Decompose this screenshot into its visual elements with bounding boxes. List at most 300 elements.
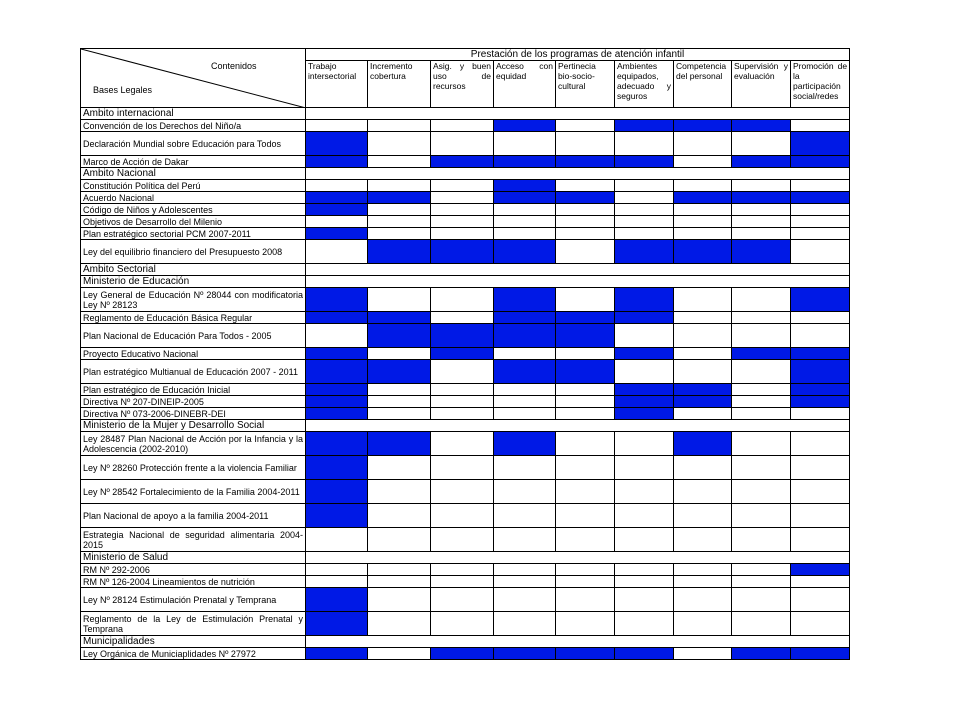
- matrix-cell-empty: [791, 432, 850, 456]
- matrix-cell-filled: [494, 192, 556, 204]
- matrix-cell-filled: [674, 432, 732, 456]
- matrix-cell-empty: [732, 204, 791, 216]
- matrix-cell-filled: [306, 612, 368, 636]
- matrix-cell-empty: [615, 216, 674, 228]
- matrix-cell-empty: [615, 564, 674, 576]
- matrix-cell-empty: [674, 648, 732, 660]
- matrix-cell-empty: [556, 588, 615, 612]
- table-row: [81, 528, 850, 552]
- table-row: [81, 612, 850, 636]
- matrix-cell-empty: [732, 504, 791, 528]
- matrix-cell-filled: [615, 156, 674, 168]
- matrix-cell-empty: [494, 576, 556, 588]
- matrix-cell-filled: [494, 432, 556, 456]
- legal-basis-label: Ley Nº 28542 Fortalecimiento de la Familia 2004-2011: [81, 480, 306, 504]
- matrix-cell-empty: [615, 576, 674, 588]
- matrix-cell-filled: [791, 396, 850, 408]
- section-label: Ambito Sectorial: [81, 264, 306, 276]
- column-header: Incremento cobertura: [368, 61, 431, 108]
- matrix-cell-filled: [615, 312, 674, 324]
- matrix-cell-empty: [674, 588, 732, 612]
- matrix-cell-filled: [615, 240, 674, 264]
- matrix-cell-empty: [431, 396, 494, 408]
- matrix-cell-filled: [791, 564, 850, 576]
- matrix-cell-empty: [791, 240, 850, 264]
- matrix-cell-empty: [556, 288, 615, 312]
- legal-basis-label: Plan Nacional de Educación Para Todos - 2005: [81, 324, 306, 348]
- matrix-cell-empty: [368, 564, 431, 576]
- matrix-cell-empty: [732, 576, 791, 588]
- matrix-cell-filled: [674, 240, 732, 264]
- section-row: [81, 276, 850, 288]
- matrix-cell-empty: [791, 612, 850, 636]
- matrix-cell-empty: [556, 240, 615, 264]
- matrix-cell-filled: [494, 312, 556, 324]
- matrix-cell-filled: [732, 348, 791, 360]
- legal-basis-label: Ley 28487 Plan Nacional de Acción por la Infancia y la Adolescencia (2002-2010): [81, 432, 306, 456]
- matrix-cell-filled: [494, 180, 556, 192]
- matrix-cell-empty: [615, 180, 674, 192]
- matrix-cell-empty: [556, 384, 615, 396]
- matrix-cell-empty: [368, 612, 431, 636]
- matrix-cell-filled: [791, 348, 850, 360]
- matrix-cell-empty: [431, 384, 494, 396]
- table-row: [81, 648, 850, 660]
- matrix-cell-empty: [368, 456, 431, 480]
- matrix-cell-empty: [732, 384, 791, 396]
- legal-basis-label: RM Nº 292-2006: [81, 564, 306, 576]
- matrix-cell-empty: [556, 456, 615, 480]
- legal-basis-label: Plan estratégico Multianual de Educación 2007 - 2011: [81, 360, 306, 384]
- matrix-cell-empty: [791, 228, 850, 240]
- matrix-cell-filled: [431, 324, 494, 348]
- table-row: [81, 432, 850, 456]
- matrix-cell-filled: [732, 156, 791, 168]
- legal-basis-label: Reglamento de Educación Básica Regular: [81, 312, 306, 324]
- matrix-cell-empty: [368, 588, 431, 612]
- matrix-cell-empty: [494, 480, 556, 504]
- matrix-cell-empty: [556, 228, 615, 240]
- table-row: [81, 588, 850, 612]
- section-row: [81, 168, 850, 180]
- matrix-cell-filled: [306, 156, 368, 168]
- matrix-cell-empty: [368, 408, 431, 420]
- matrix-cell-empty: [791, 504, 850, 528]
- legal-basis-label: Ley Orgánica de Municiaplidades Nº 27972: [81, 648, 306, 660]
- matrix-cell-empty: [431, 576, 494, 588]
- section-label: Ministerio de la Mujer y Desarrollo Social: [81, 420, 306, 432]
- matrix-cell-empty: [615, 588, 674, 612]
- table-row: [81, 348, 850, 360]
- matrix-cell-filled: [615, 396, 674, 408]
- section-spacer: [306, 420, 850, 432]
- matrix-cell-empty: [732, 228, 791, 240]
- legal-bases-matrix: [80, 48, 850, 660]
- matrix-cell-empty: [368, 384, 431, 396]
- matrix-cell-filled: [368, 360, 431, 384]
- matrix-cell-empty: [732, 480, 791, 504]
- matrix-cell-filled: [306, 288, 368, 312]
- matrix-cell-filled: [306, 480, 368, 504]
- matrix-cell-filled: [791, 384, 850, 396]
- section-label: Ambito internacional: [81, 108, 306, 120]
- matrix-cell-empty: [674, 348, 732, 360]
- matrix-cell-empty: [431, 588, 494, 612]
- table-row: [81, 180, 850, 192]
- matrix-cell-empty: [494, 132, 556, 156]
- matrix-cell-empty: [368, 156, 431, 168]
- table-row: [81, 120, 850, 132]
- matrix-cell-empty: [306, 564, 368, 576]
- legal-basis-label: Marco de Acción de Dakar: [81, 156, 306, 168]
- matrix-cell-empty: [556, 480, 615, 504]
- legal-basis-label: Plan estratégico de Educación Inicial: [81, 384, 306, 396]
- matrix-cell-empty: [674, 480, 732, 504]
- matrix-cell-empty: [732, 324, 791, 348]
- matrix-cell-empty: [494, 564, 556, 576]
- matrix-cell-filled: [494, 288, 556, 312]
- matrix-cell-empty: [615, 360, 674, 384]
- section-spacer: [306, 276, 850, 288]
- matrix-cell-filled: [791, 156, 850, 168]
- matrix-cell-empty: [732, 564, 791, 576]
- matrix-cell-filled: [732, 240, 791, 264]
- table-row: [81, 456, 850, 480]
- matrix-cell-empty: [674, 408, 732, 420]
- legal-basis-label: Plan Nacional de apoyo a la familia 2004-2011: [81, 504, 306, 528]
- matrix-cell-empty: [732, 396, 791, 408]
- matrix-cell-empty: [732, 528, 791, 552]
- matrix-cell-empty: [615, 192, 674, 204]
- matrix-cell-empty: [431, 612, 494, 636]
- column-header: Supervisión y evaluación: [732, 61, 791, 108]
- matrix-cell-filled: [791, 288, 850, 312]
- matrix-cell-empty: [791, 480, 850, 504]
- matrix-cell-filled: [494, 324, 556, 348]
- matrix-cell-empty: [674, 504, 732, 528]
- matrix-cell-empty: [306, 324, 368, 348]
- matrix-cell-empty: [368, 204, 431, 216]
- matrix-cell-filled: [556, 312, 615, 324]
- matrix-cell-empty: [615, 480, 674, 504]
- matrix-cell-filled: [306, 408, 368, 420]
- matrix-cell-empty: [431, 408, 494, 420]
- matrix-cell-empty: [431, 120, 494, 132]
- matrix-cell-filled: [732, 192, 791, 204]
- matrix-cell-filled: [431, 240, 494, 264]
- legal-basis-label: RM Nº 126-2004 Lineamientos de nutrición: [81, 576, 306, 588]
- matrix-cell-filled: [306, 360, 368, 384]
- bases-legales-label: Bases Legales: [93, 85, 153, 95]
- column-header: Competencia del personal: [674, 61, 732, 108]
- matrix-cell-empty: [306, 216, 368, 228]
- matrix-cell-filled: [615, 408, 674, 420]
- table-row: [81, 564, 850, 576]
- matrix-cell-filled: [368, 312, 431, 324]
- table-row: [81, 240, 850, 264]
- matrix-cell-filled: [306, 228, 368, 240]
- matrix-cell-filled: [368, 240, 431, 264]
- matrix-cell-empty: [556, 432, 615, 456]
- matrix-cell-empty: [615, 504, 674, 528]
- matrix-cell-empty: [556, 120, 615, 132]
- matrix-cell-filled: [306, 348, 368, 360]
- matrix-cell-empty: [732, 312, 791, 324]
- column-header: Trabajo intersectorial: [306, 61, 368, 108]
- matrix-cell-empty: [674, 180, 732, 192]
- legal-basis-label: Estrategia Nacional de seguridad alimentaria 2004-2015: [81, 528, 306, 552]
- column-header: Promoción de la participación social/redes: [791, 61, 850, 108]
- matrix-cell-empty: [732, 432, 791, 456]
- section-spacer: [306, 636, 850, 648]
- matrix-cell-filled: [615, 384, 674, 396]
- matrix-cell-filled: [494, 120, 556, 132]
- matrix-cell-filled: [306, 384, 368, 396]
- matrix-cell-filled: [494, 156, 556, 168]
- table-row: [81, 360, 850, 384]
- matrix-cell-empty: [674, 564, 732, 576]
- matrix-cell-empty: [556, 180, 615, 192]
- table-row: [81, 288, 850, 312]
- matrix-cell-empty: [556, 528, 615, 552]
- matrix-cell-filled: [306, 132, 368, 156]
- section-label: Ministerio de Salud: [81, 552, 306, 564]
- matrix-cell-empty: [615, 228, 674, 240]
- matrix-cell-empty: [368, 648, 431, 660]
- matrix-cell-empty: [494, 384, 556, 396]
- matrix-cell-filled: [306, 432, 368, 456]
- table-row: [81, 384, 850, 396]
- table-row: [81, 480, 850, 504]
- matrix-cell-empty: [674, 156, 732, 168]
- matrix-cell-empty: [368, 180, 431, 192]
- matrix-cell-empty: [494, 228, 556, 240]
- matrix-cell-empty: [368, 504, 431, 528]
- contenidos-label: Contenidos: [211, 61, 257, 71]
- matrix-cell-empty: [556, 612, 615, 636]
- matrix-cell-empty: [494, 588, 556, 612]
- matrix-cell-empty: [791, 216, 850, 228]
- legal-basis-label: Convención de los Derechos del Niño/a: [81, 120, 306, 132]
- matrix-cell-empty: [431, 456, 494, 480]
- legal-basis-label: Reglamento de la Ley de Estimulación Prenatal y Temprana: [81, 612, 306, 636]
- section-row: [81, 108, 850, 120]
- matrix-cell-empty: [674, 528, 732, 552]
- matrix-cell-empty: [674, 324, 732, 348]
- matrix-cell-empty: [556, 408, 615, 420]
- matrix-cell-filled: [791, 192, 850, 204]
- matrix-cell-empty: [674, 288, 732, 312]
- matrix-cell-filled: [556, 156, 615, 168]
- matrix-cell-empty: [494, 612, 556, 636]
- matrix-cell-empty: [791, 588, 850, 612]
- matrix-cell-empty: [494, 396, 556, 408]
- matrix-cell-empty: [791, 456, 850, 480]
- matrix-cell-empty: [306, 528, 368, 552]
- matrix-cell-empty: [431, 228, 494, 240]
- matrix-cell-empty: [791, 204, 850, 216]
- matrix-cell-filled: [306, 504, 368, 528]
- matrix-cell-filled: [494, 240, 556, 264]
- matrix-cell-filled: [615, 120, 674, 132]
- table-row: [81, 156, 850, 168]
- matrix-cell-filled: [306, 204, 368, 216]
- corner-diagonal: [81, 49, 306, 108]
- matrix-cell-empty: [674, 456, 732, 480]
- table-row: [81, 228, 850, 240]
- matrix-cell-empty: [368, 288, 431, 312]
- matrix-cell-filled: [556, 324, 615, 348]
- matrix-cell-filled: [431, 156, 494, 168]
- matrix-cell-empty: [732, 132, 791, 156]
- matrix-cell-empty: [556, 132, 615, 156]
- legal-basis-label: Directiva Nº 207-DINEIP-2005: [81, 396, 306, 408]
- legal-basis-label: Acuerdo Nacional: [81, 192, 306, 204]
- matrix-cell-empty: [431, 216, 494, 228]
- matrix-cell-empty: [431, 528, 494, 552]
- matrix-cell-filled: [674, 396, 732, 408]
- matrix-cell-empty: [615, 456, 674, 480]
- matrix-cell-filled: [556, 360, 615, 384]
- matrix-cell-empty: [556, 348, 615, 360]
- table-row: [81, 324, 850, 348]
- matrix-cell-empty: [431, 132, 494, 156]
- matrix-cell-empty: [791, 324, 850, 348]
- matrix-cell-filled: [791, 132, 850, 156]
- matrix-cell-empty: [674, 612, 732, 636]
- matrix-cell-empty: [368, 480, 431, 504]
- column-header: Pertinecia bio-socio-cultural: [556, 61, 615, 108]
- section-row: [81, 552, 850, 564]
- matrix-cell-filled: [674, 120, 732, 132]
- matrix-cell-filled: [494, 360, 556, 384]
- matrix-cell-empty: [674, 228, 732, 240]
- matrix-cell-empty: [732, 216, 791, 228]
- matrix-cell-empty: [791, 120, 850, 132]
- matrix-cell-empty: [791, 576, 850, 588]
- matrix-cell-empty: [431, 312, 494, 324]
- matrix-cell-filled: [306, 456, 368, 480]
- matrix-cell-filled: [674, 384, 732, 396]
- matrix-cell-empty: [368, 528, 431, 552]
- matrix-cell-filled: [306, 588, 368, 612]
- matrix-cell-empty: [732, 456, 791, 480]
- matrix-cell-empty: [556, 576, 615, 588]
- table-row: [81, 132, 850, 156]
- matrix-cell-empty: [791, 408, 850, 420]
- matrix-cell-filled: [306, 192, 368, 204]
- matrix-cell-empty: [494, 456, 556, 480]
- matrix-cell-empty: [431, 192, 494, 204]
- matrix-cell-empty: [368, 132, 431, 156]
- matrix-cell-empty: [431, 288, 494, 312]
- matrix-cell-empty: [368, 576, 431, 588]
- matrix-cell-empty: [556, 396, 615, 408]
- section-spacer: [306, 108, 850, 120]
- matrix-cell-empty: [615, 528, 674, 552]
- section-spacer: [306, 264, 850, 276]
- matrix-cell-filled: [615, 348, 674, 360]
- matrix-cell-empty: [732, 180, 791, 192]
- matrix-cell-empty: [674, 204, 732, 216]
- matrix-cell-filled: [556, 648, 615, 660]
- table-row: [81, 192, 850, 204]
- matrix-cell-filled: [306, 648, 368, 660]
- matrix-cell-empty: [431, 204, 494, 216]
- table-row: [81, 204, 850, 216]
- matrix-cell-empty: [556, 204, 615, 216]
- matrix-cell-empty: [732, 408, 791, 420]
- legal-basis-label: Proyecto Educativo Nacional: [81, 348, 306, 360]
- matrix-cell-empty: [306, 180, 368, 192]
- matrix-cell-empty: [368, 348, 431, 360]
- matrix-cell-empty: [791, 180, 850, 192]
- table-row: [81, 216, 850, 228]
- matrix-cell-filled: [615, 648, 674, 660]
- section-row: [81, 636, 850, 648]
- column-header: Asig. y buen uso de recursos: [431, 61, 494, 108]
- legal-basis-label: Constitución Política del Perú: [81, 180, 306, 192]
- matrix-cell-empty: [368, 120, 431, 132]
- matrix-cell-filled: [306, 312, 368, 324]
- corner-header: [81, 49, 306, 108]
- table-row: [81, 576, 850, 588]
- matrix-cell-filled: [791, 648, 850, 660]
- matrix-cell-filled: [674, 192, 732, 204]
- section-row: [81, 420, 850, 432]
- matrix-cell-empty: [732, 288, 791, 312]
- matrix-cell-filled: [732, 648, 791, 660]
- legal-basis-label: Código de Niños y Adolescentes: [81, 204, 306, 216]
- matrix-cell-empty: [306, 576, 368, 588]
- matrix-cell-empty: [431, 360, 494, 384]
- matrix-cell-empty: [368, 216, 431, 228]
- matrix-cell-filled: [431, 348, 494, 360]
- legal-basis-label: Ley General de Educación Nº 28044 con modificatoria Ley Nº 28123: [81, 288, 306, 312]
- matrix-cell-empty: [732, 612, 791, 636]
- matrix-cell-empty: [674, 576, 732, 588]
- column-header: Acceso con equidad: [494, 61, 556, 108]
- matrix-cell-empty: [431, 504, 494, 528]
- matrix-cell-empty: [791, 312, 850, 324]
- matrix-cell-empty: [732, 588, 791, 612]
- legal-basis-label: Plan estratégico sectorial PCM 2007-2011: [81, 228, 306, 240]
- table-row: [81, 396, 850, 408]
- matrix-cell-empty: [674, 216, 732, 228]
- matrix-cell-empty: [732, 360, 791, 384]
- section-label: Municipalidades: [81, 636, 306, 648]
- matrix-cell-empty: [494, 528, 556, 552]
- matrix-cell-empty: [431, 432, 494, 456]
- matrix-cell-empty: [791, 528, 850, 552]
- matrix-cell-empty: [615, 612, 674, 636]
- matrix-cell-empty: [494, 348, 556, 360]
- matrix-cell-empty: [431, 564, 494, 576]
- matrix-cell-filled: [732, 120, 791, 132]
- matrix-cell-empty: [368, 228, 431, 240]
- matrix-cell-empty: [615, 324, 674, 348]
- matrix-cell-empty: [368, 396, 431, 408]
- table-row: [81, 312, 850, 324]
- legal-basis-label: Declaración Mundial sobre Educación para Todos: [81, 132, 306, 156]
- matrix-cell-empty: [431, 480, 494, 504]
- section-row: [81, 264, 850, 276]
- matrix-cell-empty: [494, 408, 556, 420]
- matrix-cell-empty: [494, 504, 556, 528]
- matrix-cell-empty: [494, 216, 556, 228]
- matrix-cell-empty: [556, 216, 615, 228]
- matrix-cell-empty: [615, 432, 674, 456]
